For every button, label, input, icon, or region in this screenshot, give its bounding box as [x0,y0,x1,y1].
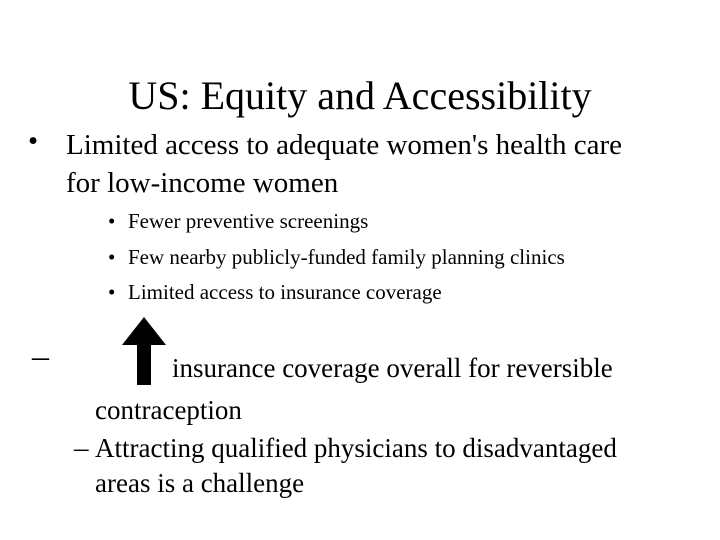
slide-title: US: Equity and Accessibility [128,73,592,118]
dash-item-2-line-1: Attracting qualified physicians to disadvantaged [95,433,617,463]
main-bullet-line-1: Limited access to adequate women's health care [66,129,622,161]
sub-bullet-marker: • [108,209,116,233]
dash-item-2-line-2: areas is a challenge [95,468,305,498]
dash-item-1-line-1: insurance coverage overall for reversible [172,353,613,383]
dash-item-1-line-2: contraception [95,395,242,425]
sub-bullet-marker: • [108,280,116,304]
sub-bullet-2: Few nearby publicly-funded family planning clinics [128,245,565,269]
up-arrow-icon [122,317,166,385]
sub-bullet-3: Limited access to insurance coverage [128,280,442,304]
dash-marker: – [74,432,89,464]
dash-marker: – [32,338,49,375]
main-bullet-marker: • [28,125,39,157]
sub-bullet-marker: • [108,245,116,269]
main-bullet-line-2: for low-income women [66,167,339,199]
sub-bullet-1: Fewer preventive screenings [128,209,369,233]
